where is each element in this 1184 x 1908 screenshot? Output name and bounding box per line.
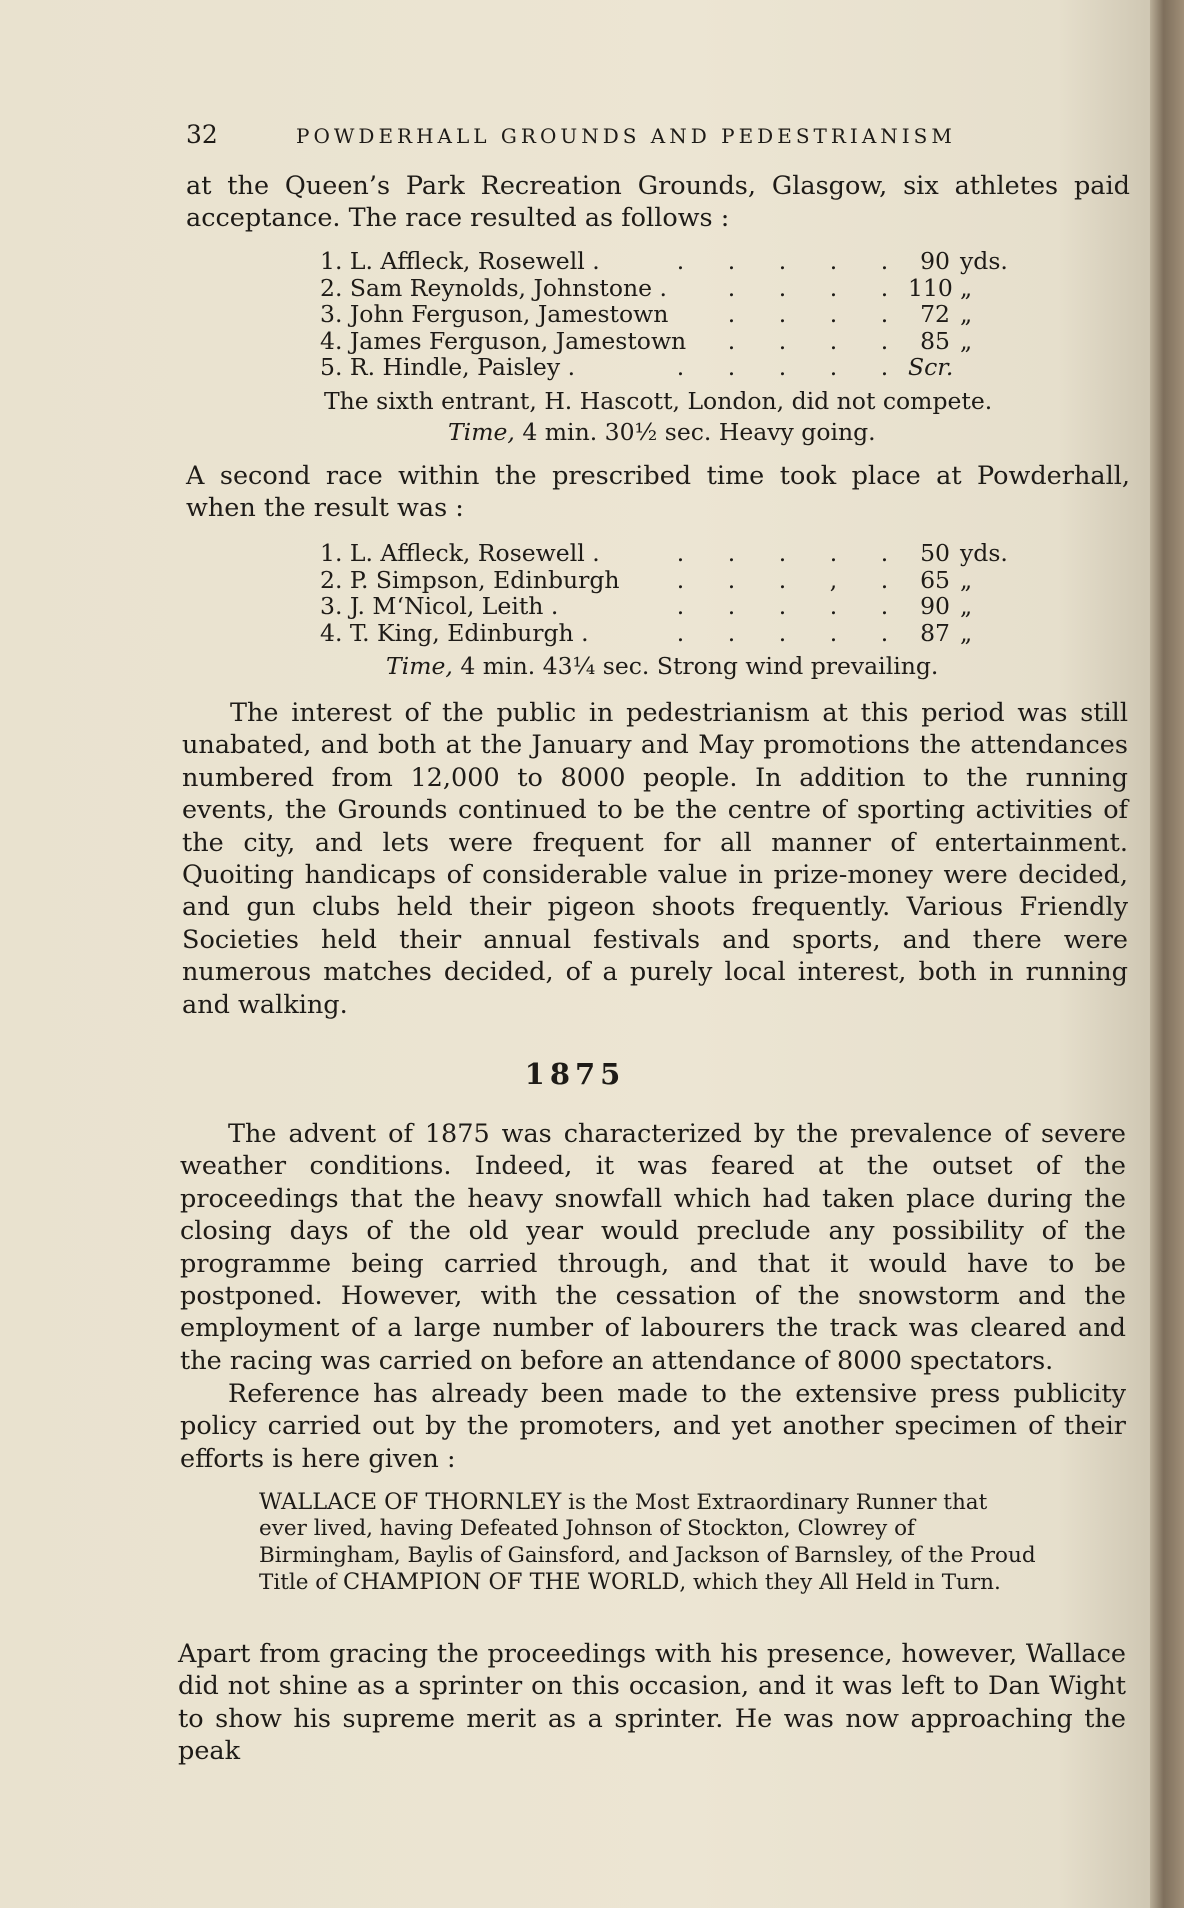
result-name: 2. Sam Reynolds, Johnstone . [320, 273, 667, 302]
leader-dots: . . . . . [676, 247, 889, 275]
time-label: Time, [448, 418, 515, 446]
result-unit: „ [960, 300, 973, 328]
result-mark: 90 [920, 247, 950, 275]
time-value: 4 min. 43¼ sec. Strong wind prevailing. [460, 652, 939, 680]
race2-time [386, 652, 938, 680]
time-value: 4 min. 30½ sec. Heavy going. [522, 418, 876, 446]
paragraph-second-race: A second race within the prescribed time took place at Powderhall, when the result was : [186, 461, 1130, 524]
result-name: 3. John Ferguson, Jamestown [320, 300, 669, 328]
result-name: 4. James Ferguson, Jamestown [320, 326, 687, 355]
quote-text-end: , which they All Held in Turn. [679, 1570, 1001, 1596]
result-unit: „ [960, 273, 973, 302]
running-title: POWDERHALL GROUNDS AND PEDESTRIANISM [296, 124, 956, 148]
result-unit: yds. [960, 247, 1008, 275]
paragraph-interest: The interest of the public in pedestrianism at this period was still unabated, and both at the January and May promotions the attendances numbered from 12,000 to 8000 people. In addition to the running events, the Grounds continued to be the centre of sporting activities of the city, and lets were frequent for all manner of entertainment. Quoiting handicaps of considerable value in prize-money were decided, and gun clubs held their pigeon shoots frequently. Various Friendly Societies held their annual festivals and sports, and there were numerous matches decided, of a purely local interest, both in running and walking. [182, 698, 1128, 1020]
result-mark: 65 [920, 565, 950, 594]
result-mark: 50 [920, 539, 950, 567]
paragraph-reference: Reference has already been made to the extensive press publicity policy carried out by the promoters, and yet another specimen of their efforts is here given : [180, 1379, 1126, 1474]
time-label: Time, [386, 652, 453, 680]
leader-dots: . . . . . [676, 618, 889, 647]
result-mark: 90 [920, 592, 950, 620]
paragraph-intro: at the Queen’s Park Recreation Grounds, Glasgow, six athletes paid acceptance. The race resulted as follows : [186, 171, 1130, 234]
leader-dots: . . . . . [676, 353, 889, 381]
leader-dots: . . . , . [676, 565, 889, 594]
race1-note: The sixth entrant, H. Hascott, London, did not compete. [324, 387, 993, 415]
result-name: 4. T. King, Edinburgh . [320, 618, 589, 647]
race1-time [448, 418, 876, 446]
result-unit: „ [960, 326, 973, 355]
result-mark: 72 [920, 300, 950, 328]
quote-name: WALLACE OF THORNLEY [259, 1489, 562, 1515]
paragraph-apart: Apart from gracing the proceedings with his presence, however, Wallace did not shine as a sprinter on this occasion, and it was left to Dan Wight to show his supreme merit as a sprinter. He was now approaching the peak [178, 1639, 1126, 1767]
quote-title: CHAMPION OF THE WORLD [343, 1569, 680, 1596]
leader-dots: . . . . [727, 326, 889, 355]
result-name: 3. J. M‘Nicol, Leith . [320, 592, 559, 620]
result-mark: 85 [920, 326, 950, 355]
page-edge [1150, 0, 1184, 1908]
result-name: 5. R. Hindle, Paisley . [320, 353, 576, 381]
result-unit: „ [960, 565, 973, 594]
leader-dots: . . . . [727, 300, 889, 328]
advertisement-quote [259, 1489, 1041, 1597]
leader-dots: . . . . . [676, 592, 889, 620]
result-unit: yds. [960, 539, 1008, 567]
running-header [186, 120, 1106, 154]
year-heading: 1875 [524, 1057, 626, 1091]
result-mark: 87 [920, 618, 950, 647]
leader-dots: . . . . [727, 273, 889, 302]
result-name: 1. L. Affleck, Rosewell . [320, 539, 600, 567]
page-number: 32 [186, 120, 218, 149]
result-unit: „ [960, 618, 973, 647]
result-name: 1. L. Affleck, Rosewell . [320, 247, 600, 275]
result-mark: Scr. [908, 353, 954, 381]
quote-text: is the Most Extraordinary Runner that ever lived, having Defeated Johnson of Stockton, Clowrey of Birmingham, Baylis of Gainsford, and Jackson of Barnsley, of the Proud Title of [259, 1490, 1036, 1596]
paragraph-advent: The advent of 1875 was characterized by the prevalence of severe weather conditions. Indeed, it was feared at the outset of the proceedings that the heavy snowfall which had taken place during the closing days of the old year would preclude any possibility of the programme being carried through, and that it would have to be postponed. However, with the cessation of the snowstorm and the employment of a large number of labourers the track was cleared and the racing was carried on before an attendance of 8000 spectators. [180, 1119, 1126, 1376]
leader-dots: . . . . . [676, 539, 889, 567]
result-mark: 110 [908, 273, 953, 302]
result-unit: „ [960, 592, 973, 620]
result-name: 2. P. Simpson, Edinburgh [320, 565, 620, 594]
